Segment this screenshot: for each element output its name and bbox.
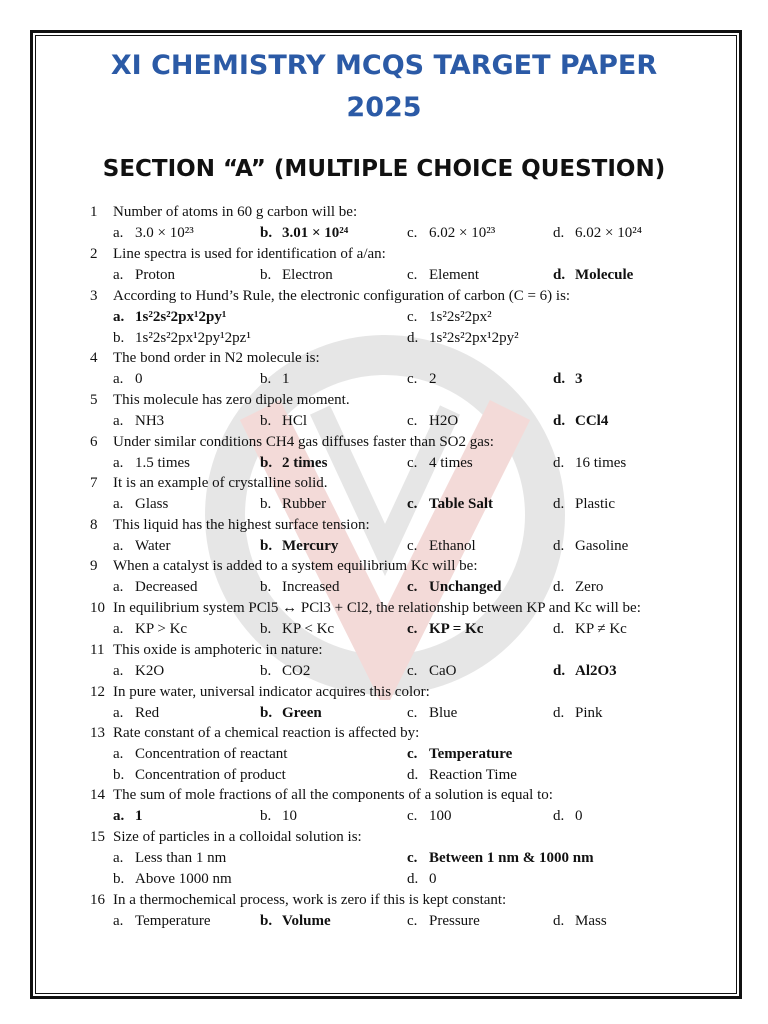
option-a: a. 1	[113, 808, 143, 824]
option-c: c. 4 times	[407, 455, 473, 471]
option-b: b. HCl	[260, 413, 308, 429]
option-c: c. Between 1 nm & 1000 nm	[407, 850, 594, 866]
option-c: c. Ethanol	[407, 538, 476, 554]
option-a: a. KP > Kc	[113, 621, 188, 637]
option-a: a. 0	[113, 371, 143, 387]
option-d: d. 1s²2s²2px¹2py²	[407, 330, 519, 346]
option-a: a. Less than 1 nm	[113, 850, 227, 866]
option-c: c. 2	[407, 371, 437, 387]
option-b: b. 2 times	[260, 455, 328, 471]
option-b: b. Electron	[260, 267, 333, 283]
option-a: a. Glass	[113, 496, 169, 512]
option-b: b. 10	[260, 808, 297, 824]
option-a: a. Concentration of reactant	[113, 746, 288, 762]
option-c: c. CaO	[407, 663, 457, 679]
option-c: c. KP = Kc	[407, 621, 484, 637]
option-d: d. Al2O3	[553, 663, 617, 679]
option-c: c. 1s²2s²2px²	[407, 309, 492, 325]
option-d: d. Plastic	[553, 496, 615, 512]
option-b: b. KP < Kc	[260, 621, 335, 637]
option-a: a. Decreased	[113, 579, 198, 595]
option-a: a. Temperature	[113, 913, 211, 929]
option-d: d. 3	[553, 371, 583, 387]
option-a: a. Water	[113, 538, 171, 554]
option-d: d. 0	[407, 871, 437, 887]
option-d: d. KP ≠ Kc	[553, 621, 627, 637]
option-b: b. Green	[260, 705, 322, 721]
option-b: b. 3.01 × 10²⁴	[260, 225, 349, 241]
option-d: d. CCl4	[553, 413, 609, 429]
option-a: a. 1.5 times	[113, 455, 190, 471]
option-b: b. Concentration of product	[113, 767, 286, 783]
option-c: c. Temperature	[407, 746, 513, 762]
option-a: a. K2O	[113, 663, 165, 679]
option-b: b. Increased	[260, 579, 340, 595]
section-heading: SECTION “A” (MULTIPLE CHOICE QUESTION)	[102, 156, 666, 182]
paper-title: XI CHEMISTRY MCQS TARGET PAPER	[110, 50, 658, 81]
option-c: c. Unchanged	[407, 579, 502, 595]
option-d: d. Mass	[553, 913, 607, 929]
option-c: c. Pressure	[407, 913, 480, 929]
option-d: d. 0	[553, 808, 583, 824]
option-b: b. CO2	[260, 663, 311, 679]
option-c: c. 6.02 × 10²³	[407, 225, 496, 241]
option-a: a. Red	[113, 705, 160, 721]
option-d: d. Molecule	[553, 267, 634, 283]
option-a: a. Proton	[113, 267, 176, 283]
option-b: b. 1	[260, 371, 290, 387]
option-b: b. Above 1000 nm	[113, 871, 232, 887]
option-c: c. H2O	[407, 413, 459, 429]
option-c: c. Blue	[407, 705, 458, 721]
option-a: a. 1s²2s²2px¹2py¹	[113, 309, 227, 325]
option-d: d. 16 times	[553, 455, 627, 471]
option-b: b. Mercury	[260, 538, 339, 554]
option-d: d. Gasoline	[553, 538, 629, 554]
option-a: a. 3.0 × 10²³	[113, 225, 194, 241]
option-b: b. Rubber	[260, 496, 327, 512]
paper-year: 2025	[346, 92, 422, 123]
option-b: b. Volume	[260, 913, 331, 929]
option-d: d. 6.02 × 10²⁴	[553, 225, 642, 241]
option-c: c. Element	[407, 267, 479, 283]
option-c: c. 100	[407, 808, 452, 824]
option-a: a. NH3	[113, 413, 165, 429]
option-d: d. Reaction Time	[407, 767, 517, 783]
option-d: d. Zero	[553, 579, 604, 595]
option-d: d. Pink	[553, 705, 603, 721]
option-b: b. 1s²2s²2px¹2py¹2pz¹	[113, 330, 251, 346]
option-c: c. Table Salt	[407, 496, 494, 512]
